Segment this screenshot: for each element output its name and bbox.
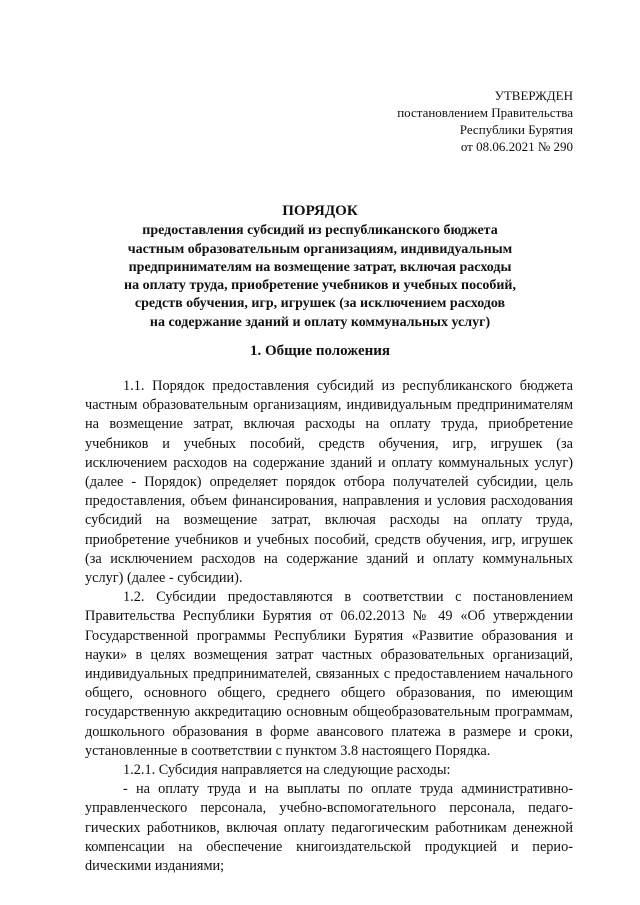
document-body [85,377,573,876]
approval-line-3: Республики Бурятия [459,122,573,137]
section-heading: 1. Общие положения [249,343,391,359]
paragraph-expense-item: - на оплату труда и на выплаты по оплате труда административно-управленческого персонала, учебно-вспомогательного персонала, педагогических работников, включая оплату педагогическим работникам денежной компенсации на обеспечение книгоиздательской продукцией и периоdическими изданиями; [85,781,573,875]
title-line: предоставления субсидий из республиканского бюджета [142,223,498,239]
paragraph-1-2-1: 1.2.1. Субсидия направляется на следующие расходы: [123,762,451,779]
approval-line-4: от 08.06.2021 № 290 [460,139,573,154]
title-line: средств обучения, игр, игрушек (за исключением расходов [134,296,506,312]
title-line: предпринимателям на возмещение затрат, включая расходы [128,259,512,275]
document-title [0,202,640,332]
title-line: частным образовательным организациям, индивидуальным [127,241,513,257]
approval-line-1: УТВЕРЖДЕН [494,88,573,103]
title-line: на оплату труда, приобретение учебников и учебных пособий, [124,278,516,294]
approval-stamp [397,87,573,155]
paragraph-1-2: 1.2. Субсидии предоставляются в соответствии с постановлением Правительства Республики Бурятия от 06.02.2013 № 49 «Об утверждении Государственной программы Республики Бурятия «Развитие образования и науки» в целях возмещения затрат частных образовательных организаций, индивидуальных предпринимателей, связанных с предоставлением начального общего, основного общего, среднего общего образования, по имеющим государственную аккредитацию основным общеобразовательным программам, дошкольного образования в форме авансового платежа в размере и сроки, установленные в соответствии с пунктом 3.8 настоящего Порядка. [85,589,573,759]
title-main: ПОРЯДОК [282,203,358,219]
title-line: на содержание зданий и оплату коммунальных услуг) [149,314,491,330]
approval-line-2: постановлением Правительства [397,105,573,120]
paragraph-1-1: 1.1. Порядок предоставления субсидий из республиканского бюджета частным образовательным организациям, индивидуальным предпринимателям на возмещение затрат, включая расходы на оплату труда, приобретение учебников и учебных пособий, средств обучения, игр, игрушек (за исключением расходов на содержание зданий и оплату коммунальных услуг) (далее - Порядок) определяет порядок отбора получателей субсидии, цель предоставления, объем финансирования, направления и условия расходования субсидий на возмещение затрат, включая расходы на оплату труда, приобретение учебников и учебных пособий, средств обучения, игр, игрушек (за исключением расходов на содержание зданий и оплату коммунальных услуг) (далее - субсидии). [85,378,573,587]
